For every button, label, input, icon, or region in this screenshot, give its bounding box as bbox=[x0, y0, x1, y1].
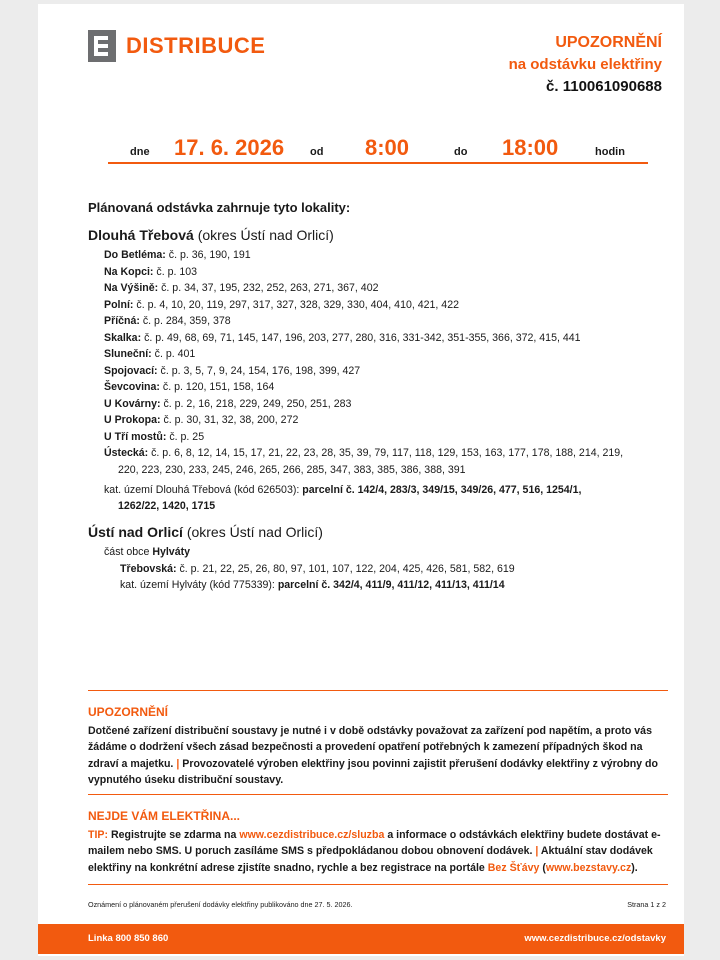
label-from: od bbox=[310, 146, 324, 158]
title-line1: UPOZORNĚNÍ bbox=[555, 34, 662, 51]
page-number: Strana 1 z 2 bbox=[627, 900, 666, 909]
cadastral-area-2: kat. území Hylváty (kód 775339): parcelní č. 342/4, 411/9, 411/12, 411/13, 411/14 bbox=[120, 579, 505, 591]
outage-dateline bbox=[108, 132, 648, 164]
logo-text: DISTRIBUCE bbox=[126, 33, 266, 58]
locality-district-2: (okres Ústí nad Orlicí) bbox=[186, 524, 323, 540]
locality-name-2: Ústí nad Orlicí bbox=[88, 524, 183, 540]
outage-date: 17. 6. 2026 bbox=[174, 135, 285, 160]
list-item-ustecka: Ústecká: č. p. 6, 8, 12, 14, 15, 17, 21, 22, 23, 28, 35, 39, 79, 117, 118, 129, 153, 163, 177, 178, 188, 214, 219, 220, 223, 230, 233, 245, 246, 265, 266, 285, 347, 383, 385, 386, 388, 391 bbox=[104, 447, 624, 476]
list-item: Spojovací: č. p. 3, 5, 7, 9, 24, 154, 176, 198, 399, 427 bbox=[104, 364, 361, 377]
registration-link[interactable]: www.cezdistribuce.cz/sluzba bbox=[239, 828, 385, 841]
bezstavy-link[interactable]: www.bezstavy.cz bbox=[545, 861, 632, 874]
cadastral-area: kat. území Dlouhá Třebová (kód 626503): parcelní č. 142/4, 283/3, 349/15, 349/26, 477, 516, 1254/1, 1262/22, 1420, 1715 bbox=[104, 484, 582, 512]
label-to: do bbox=[454, 146, 468, 158]
localities bbox=[88, 200, 668, 594]
footer-bar bbox=[38, 924, 684, 954]
cez-logo-icon bbox=[88, 30, 116, 62]
tip-section bbox=[88, 808, 668, 876]
list-item: Třebovská: č. p. 21, 22, 25, 26, 80, 97, 101, 107, 122, 204, 425, 426, 581, 582, 619 bbox=[120, 562, 515, 575]
intro-text: Plánovaná odstávka zahrnuje tyto lokality: bbox=[88, 200, 351, 215]
title-line2: na odstávku elektřiny bbox=[508, 56, 662, 73]
tip-title: NEJDE VÁM ELEKTŘINA... bbox=[88, 809, 241, 823]
list-item: U Tří mostů: č. p. 25 bbox=[104, 430, 205, 443]
divider bbox=[88, 794, 668, 795]
label-day: dne bbox=[130, 146, 150, 158]
locality-title bbox=[88, 227, 668, 243]
list-item: Sluneční: č. p. 401 bbox=[104, 348, 196, 360]
list-item: Příčná: č. p. 284, 359, 378 bbox=[104, 315, 231, 327]
warning-section bbox=[88, 704, 668, 789]
notice-number: č. 110061090688 bbox=[546, 78, 662, 95]
notice-title bbox=[509, 32, 662, 98]
list-item: Skalka: č. p. 49, 68, 69, 71, 145, 147, 196, 203, 277, 280, 316, 331-342, 351-355, 366, 372, 415, 441 bbox=[104, 331, 581, 344]
cez-logo bbox=[88, 30, 265, 62]
divider bbox=[88, 690, 668, 691]
list-item: Do Betléma: č. p. 36, 190, 191 bbox=[104, 249, 251, 261]
website-link[interactable]: www.cezdistribuce.cz/odstavky bbox=[524, 933, 666, 944]
tip-text: TIP: Registrujte se zdarma na www.cezdistribuce.cz/sluzba a informace o odstávkách elektřiny budete dostávat e-mailem nebo SMS. U poruch zasíláme SMS s předpokládanou dobou obnovení dodávek. | Aktuální stav dodávek elektřiny na konkrétní adrese zjistíte snadno, rychle a bez registrace na portále Bez Šťávy (www.bezstavy.cz). bbox=[88, 828, 661, 874]
list-item: U Kovárny: č. p. 2, 16, 218, 229, 249, 250, 251, 283 bbox=[104, 397, 352, 410]
locality-title-2 bbox=[88, 524, 668, 540]
warning-title: UPOZORNĚNÍ bbox=[88, 705, 169, 719]
portal-name: Bez Šťávy bbox=[487, 861, 540, 874]
publication-note: Oznámení o plánovaném přerušení dodávky elektřiny publikováno dne 27. 5. 2026. bbox=[88, 900, 353, 909]
label-hours: hodin bbox=[595, 146, 625, 158]
locality-district: (okres Ústí nad Orlicí) bbox=[197, 227, 334, 243]
locality-name: Dlouhá Třebová bbox=[88, 227, 194, 243]
street-list bbox=[88, 247, 668, 514]
time-from: 8:00 bbox=[365, 135, 410, 160]
warning-text: Dotčené zařízení distribuční soustavy je nutné i v době odstávky považovat za zařízení pod napětím, a proto vás žádáme o dodržení všech zásad bezpečnosti a provedení opatření potřebných k zamezení případných škod na zdraví a majetku. | Provozovatelé výroben elektřiny jsou povinni zajistit přerušení dodávky elektřiny z výrobny do vypnutého úseku distribuční soustavy. bbox=[88, 724, 658, 786]
list-item: Ševcovina: č. p. 120, 151, 158, 164 bbox=[104, 381, 275, 393]
time-to: 18:00 bbox=[502, 135, 559, 160]
list-item: Na Kopci: č. p. 103 bbox=[104, 265, 198, 278]
notice-page bbox=[38, 4, 684, 956]
divider bbox=[88, 884, 668, 885]
list-item: U Prokopa: č. p. 30, 31, 32, 38, 200, 272 bbox=[104, 414, 299, 426]
list-item: Na Výšině: č. p. 34, 37, 195, 232, 252, 263, 271, 367, 402 bbox=[104, 282, 379, 294]
hotline: Linka 800 850 860 bbox=[88, 933, 169, 944]
municipal-part: část obce Hylváty Třebovská: č. p. 21, 22, 25, 26, 80, 97, 101, 107, 122, 204, 425, 426, 581, 582, 619 kat. území Hylváty (kód 775339): parcelní č. 342/4, 411/9, 411/12, 411/13, 411/14 bbox=[88, 544, 668, 594]
list-item: Polní: č. p. 4, 10, 20, 119, 297, 317, 327, 328, 329, 330, 404, 410, 421, 422 bbox=[104, 298, 459, 311]
